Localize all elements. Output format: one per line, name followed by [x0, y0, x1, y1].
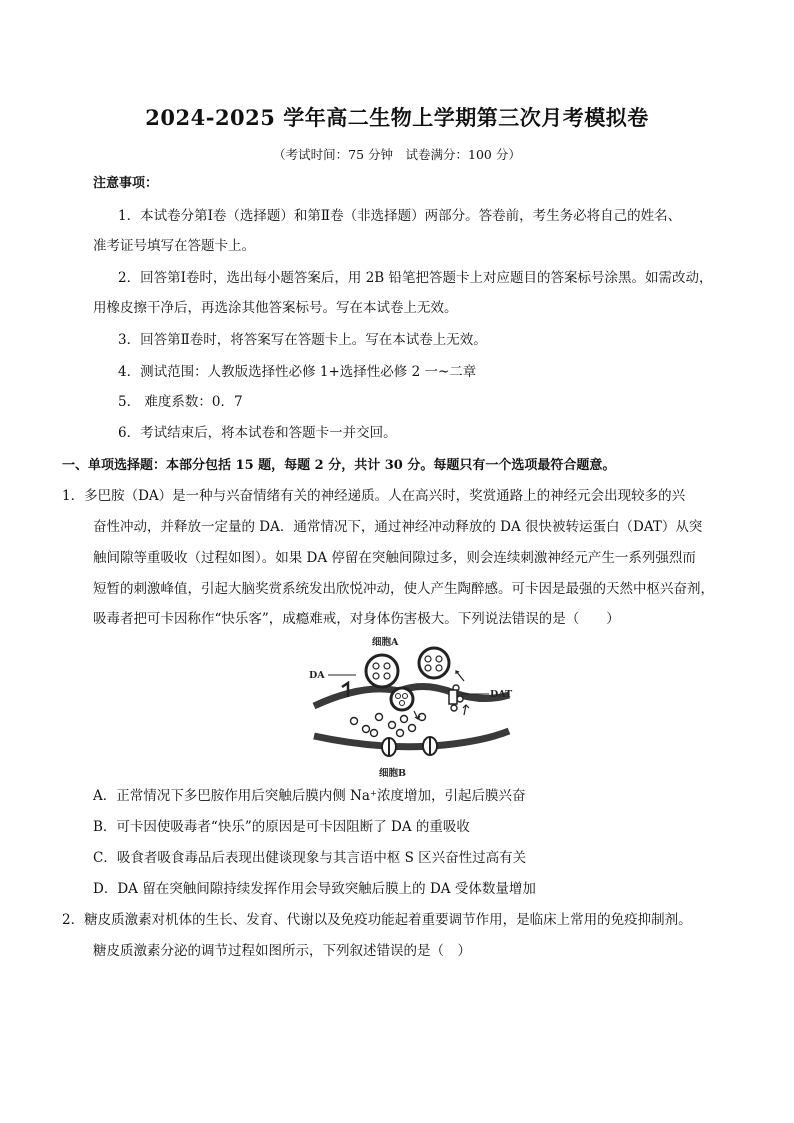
notes-heading: 注意事项：	[93, 176, 159, 191]
cell-a-label: 细胞A	[372, 637, 399, 648]
question-2-text: 2．糖皮质激素对机体的生长、发育、代谢以及免疫功能起着重要调节作用，是临床上常用的免疫抑制剂。	[62, 912, 692, 928]
note-item: 用橡皮擦干净后，再选涂其他答案标号。写在本试卷上无效。	[93, 300, 458, 316]
page-title: 2024-2025 学年高二生物上学期第三次月考模拟卷	[145, 105, 649, 130]
synapse-svg	[304, 633, 514, 781]
section-heading: 一、单项选择题：本部分包括 15 题，每题 2 分，共计 30 分。每题只有一个选项最符合题意。	[62, 458, 616, 473]
synapse-diagram	[304, 633, 514, 781]
question-1-text: 吸毒者把可卡因称作“快乐客”，成瘾难戒，对身体伤害极大。下列说法错误的是（ ）	[93, 611, 620, 627]
exam-info: （考试时间：75 分钟 试卷满分：100 分）	[273, 147, 521, 162]
postsynaptic-membrane	[314, 731, 509, 747]
question-2-text: 糖皮质激素分泌的调节过程如图所示，下列叙述错误的是（ ）	[93, 943, 471, 959]
receptor	[382, 738, 396, 756]
da-label: DA	[309, 670, 325, 681]
note-item: 1．本试卷分第Ⅰ卷（选择题）和第Ⅱ卷（非选择题）两部分。答卷前，考生务必将自己的姓名、	[118, 208, 682, 224]
option-a: A．正常情况下多巴胺作用后突触后膜内侧 Na⁺浓度增加，引起后膜兴奋	[93, 788, 526, 804]
option-b: B．可卡因使吸毒者“快乐”的原因是可卡因阻断了 DA 的重吸收	[93, 819, 470, 835]
receptor	[423, 737, 437, 755]
note-item: 准考证号填写在答题卡上。	[93, 238, 255, 254]
vesicle	[366, 655, 398, 687]
question-1-text: 触间隙等重吸收（过程如图）。如果 DA 停留在突触间隙过多，则会连续刺激神经元产生一系列强烈而	[93, 550, 696, 566]
question-1-text: 短暂的刺激峰值，引起大脑奖赏系统发出欣悦冲动，使人产生陶醉感。可卡因是最强的天然中枢兴奋剂，	[93, 581, 714, 597]
option-d: D．DA 留在突触间隙持续发挥作用会导致突触后膜上的 DA 受体数量增加	[93, 881, 536, 897]
question-1-text: 1．多巴胺（DA）是一种与兴奋情绪有关的神经递质。人在高兴时，奖赏通路上的神经元会出现较多的兴	[62, 488, 686, 504]
note-item: 4．测试范围：人教版选择性必修 1+选择性必修 2 一~二章	[118, 364, 477, 380]
note-item: 5． 难度系数：0．7	[118, 394, 243, 410]
note-item: 6．考试结束后，将本试卷和答题卡一并交回。	[118, 425, 397, 441]
option-c: C．吸食者吸食毒品后表现出健谈现象与其言语中枢 S 区兴奋性过高有关	[93, 850, 527, 866]
vesicle	[419, 648, 449, 678]
note-item: 3．回答第Ⅱ卷时，将答案写在答题卡上。写在本试卷上无效。	[118, 332, 487, 348]
fusing-vesicle	[391, 688, 413, 710]
question-1-text: 奋性冲动，并释放一定量的 DA．通常情况下，通过神经冲动释放的 DA 很快被转运蛋白（DAT）从突	[93, 519, 703, 535]
dat-label: DAT	[490, 689, 513, 700]
cell-b-label: 细胞B	[379, 768, 407, 779]
note-item: 2．回答第Ⅰ卷时，选出每小题答案后，用 2B 铅笔把答题卡上对应题目的答案标号涂黑。如需改动，	[118, 270, 713, 286]
dat-transporter	[449, 690, 457, 704]
